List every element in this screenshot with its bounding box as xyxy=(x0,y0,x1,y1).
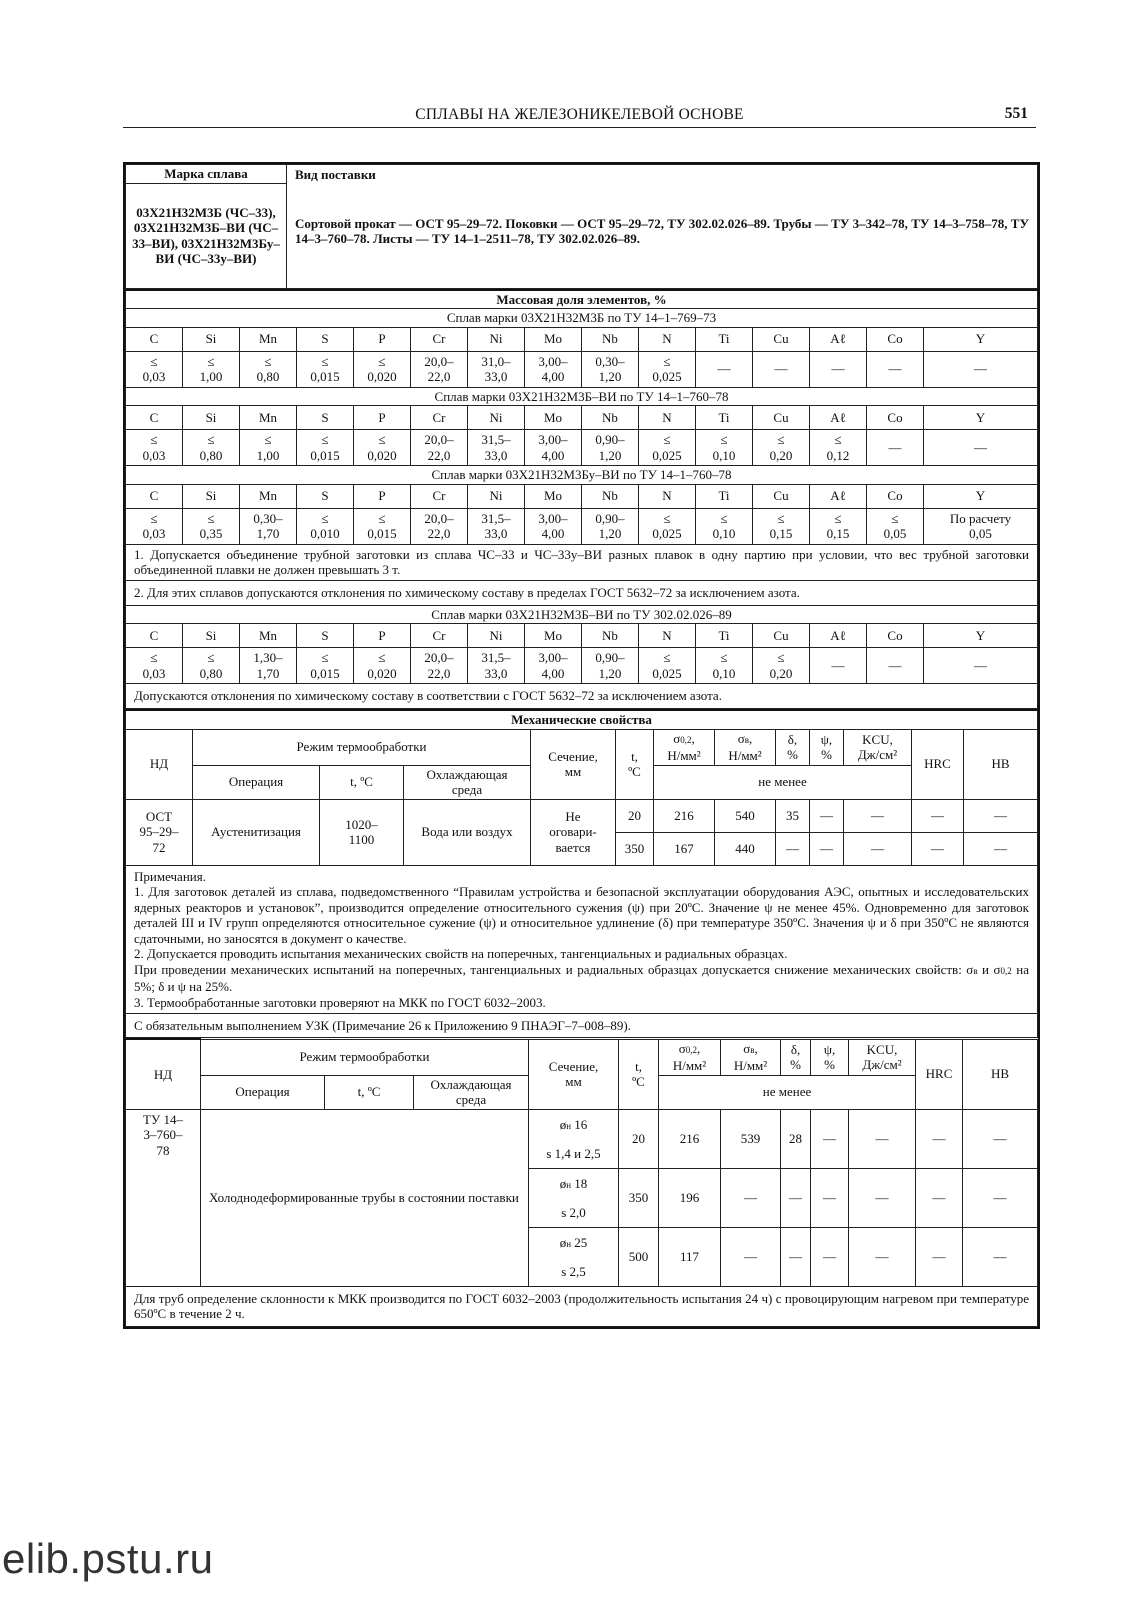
operation-header: Операция xyxy=(201,1075,325,1109)
element-header: Co xyxy=(867,484,924,508)
mech-value: — xyxy=(849,1109,916,1168)
element-header: Nb xyxy=(582,624,639,648)
element-value: ≤ 0,015 xyxy=(297,648,354,684)
grade-col-label: Марка сплава xyxy=(126,165,287,184)
element-value: — xyxy=(753,351,810,387)
element-value: ≤ 0,015 xyxy=(297,351,354,387)
element-header: Co xyxy=(867,624,924,648)
mech-table-1 xyxy=(125,709,1038,1038)
element-value: 0,30– 1,20 xyxy=(582,351,639,387)
s02-header: σ0,2, Н/мм² xyxy=(654,729,715,765)
element-header: Ti xyxy=(696,484,753,508)
operation-cell: Холоднодеформированные трубы в состоянии поставки xyxy=(201,1109,529,1286)
mech-value: 20 xyxy=(616,799,654,832)
element-value: 1,30– 1,70 xyxy=(240,648,297,684)
element-header: Nb xyxy=(582,484,639,508)
element-header: Nb xyxy=(582,406,639,430)
element-value: — xyxy=(696,351,753,387)
element-header: Si xyxy=(183,406,240,430)
element-value: ≤ 0,12 xyxy=(810,430,867,466)
mech-value: — xyxy=(776,832,810,865)
temp-cell: 1020– 1100 xyxy=(320,799,404,865)
element-header: P xyxy=(354,484,411,508)
section-cell: Не оговари- вается xyxy=(531,799,616,865)
element-header: S xyxy=(297,624,354,648)
element-value: ≤ 1,00 xyxy=(240,430,297,466)
element-header: C xyxy=(126,484,183,508)
element-header: Ti xyxy=(696,406,753,430)
alloy-spec-title: Сплав марки 03Х21Н32М3Бу–ВИ по ТУ 14–1–760–78 xyxy=(126,466,1038,485)
mech-value: 500 xyxy=(619,1227,659,1286)
element-value: ≤ 0,80 xyxy=(183,648,240,684)
element-header: Cr xyxy=(411,624,468,648)
element-header: Y xyxy=(924,624,1038,648)
psi-header: ψ, % xyxy=(810,729,844,765)
element-header: Ti xyxy=(696,327,753,351)
mech-value: — xyxy=(811,1168,849,1227)
section-cell: øн 25 s 2,5 xyxy=(529,1227,619,1286)
element-header: Y xyxy=(924,484,1038,508)
element-value: ≤ 0,020 xyxy=(354,351,411,387)
nd-cell: ТУ 14– 3–760– 78 xyxy=(126,1109,201,1286)
mech-value: — xyxy=(811,1109,849,1168)
mech-value: 20 xyxy=(619,1109,659,1168)
mech-value: — xyxy=(912,832,964,865)
mech-value: 28 xyxy=(781,1109,811,1168)
element-value: ≤ 0,20 xyxy=(753,648,810,684)
hrc-header: HRC xyxy=(912,729,964,799)
mech-value: — xyxy=(916,1168,963,1227)
mech-value: — xyxy=(963,1168,1038,1227)
mech-value: — xyxy=(912,799,964,832)
mech-value: 216 xyxy=(659,1109,721,1168)
element-value: ≤ 1,00 xyxy=(183,351,240,387)
mech-value: — xyxy=(964,832,1038,865)
element-value: ≤ 0,025 xyxy=(639,648,696,684)
alloy-spec-title: Сплав марки 03Х21Н32М3Б–ВИ по ТУ 14–1–760–78 xyxy=(126,387,1038,406)
mech-value: — xyxy=(844,832,912,865)
element-header: Cu xyxy=(753,484,810,508)
element-header: Aℓ xyxy=(810,484,867,508)
element-header: S xyxy=(297,484,354,508)
alloy-datasheet xyxy=(123,162,1040,1329)
element-header: Mo xyxy=(525,484,582,508)
element-header: Ni xyxy=(468,327,525,351)
mech-value: 539 xyxy=(721,1109,781,1168)
element-value: ≤ 0,015 xyxy=(297,430,354,466)
element-value: ≤ 0,80 xyxy=(240,351,297,387)
composition-note-2: 2. Для этих сплавов допускаются отклонения по химическому составу в пределах ГОСТ 5632–72 за исключением азота. xyxy=(126,580,1038,605)
element-value: ≤ 0,03 xyxy=(126,508,183,544)
nd-cell: ОСТ 95–29– 72 xyxy=(126,799,193,865)
element-header: Co xyxy=(867,406,924,430)
element-value: 0,90– 1,20 xyxy=(582,430,639,466)
mech-notes: Примечания. 1. Для заготовок деталей из сплава, подведомственного “Правилам устройства и безопасной эксплуатации оборудования АЭС, опытных и исследовательских ядерных реакторов и установок”, производится определение относительного сужения (ψ) при 20ºС. Значение ψ не менее 45%. Одновременно для заготовок деталей III и IV групп определяются относительное сужение (ψ) и относительное удлинение (δ) при температуре 350ºС. Значения ψ и δ при 350ºС не являются сдаточными, но заносятся в документ о качестве. 2. Допускается проводить испытания механических свойств на поперечных, тангенциальных и радиальных образцах. При проведении механических испытаний на поперечных, тангенциальных и радиальных образцах допускается снижение механических свойств: σв и σ0,2 на 5%; δ и ψ на 25%. 3. Термообработанные заготовки проверяют на МКК по ГОСТ 6032–2003. xyxy=(126,865,1038,1014)
hb-header: НВ xyxy=(963,1039,1038,1109)
element-header: Ni xyxy=(468,406,525,430)
element-header: Mn xyxy=(240,406,297,430)
element-value: ≤ 0,025 xyxy=(639,508,696,544)
element-value: — xyxy=(924,351,1038,387)
element-value: ≤ 0,10 xyxy=(696,648,753,684)
element-header: N xyxy=(639,624,696,648)
uzk-note: С обязательным выполнением УЗК (Примечание 26 к Приложению 9 ПНАЭГ–7–008–89). xyxy=(126,1014,1038,1038)
section-cell: øн 16 s 1,4 и 2,5 xyxy=(529,1109,619,1168)
mech-value: — xyxy=(781,1227,811,1286)
mech-value: — xyxy=(844,799,912,832)
running-title: СПЛАВЫ НА ЖЕЛЕЗОНИКЕЛЕВОЙ ОСНОВЕ xyxy=(415,106,744,123)
element-value: ≤ 0,010 xyxy=(297,508,354,544)
nd-header: НД xyxy=(126,1039,201,1109)
element-value: — xyxy=(867,351,924,387)
heat-mode-header: Режим термообработки xyxy=(201,1039,529,1075)
mech-value: — xyxy=(916,1109,963,1168)
cooling-header: Охлаждающая среда xyxy=(404,765,531,799)
section-cell: øн 18 s 2,0 xyxy=(529,1168,619,1227)
element-value: 0,90– 1,20 xyxy=(582,648,639,684)
element-header: Mo xyxy=(525,406,582,430)
final-note: Для труб определение склонности к МКК производится по ГОСТ 6032–2003 (продолжительность испытания 24 ч) с провоцирующим нагревом при температуре 650ºС в течение 2 ч. xyxy=(126,1286,1038,1326)
grade-supply-table xyxy=(125,164,1038,289)
element-header: Mo xyxy=(525,624,582,648)
composition-note-3: Допускаются отклонения по химическому составу в соответствии с ГОСТ 5632–72 за исключением азота. xyxy=(126,684,1038,709)
element-value: ≤ 0,03 xyxy=(126,351,183,387)
element-value: 3,00– 4,00 xyxy=(525,508,582,544)
temp-header: t, ºС xyxy=(619,1039,659,1109)
grade-names: 03Х21Н32М3Б (ЧС–33), 03Х21Н32М3Б–ВИ (ЧС–33–ВИ), 03Х21Н32М3Бу–ВИ (ЧС–33у–ВИ) xyxy=(126,183,287,288)
mech-value: 540 xyxy=(715,799,776,832)
element-value: 20,0– 22,0 xyxy=(411,430,468,466)
t-header: t, ºС xyxy=(325,1075,414,1109)
sv-header: σв, Н/мм² xyxy=(715,729,776,765)
mech-value: — xyxy=(964,799,1038,832)
mech-value: — xyxy=(781,1168,811,1227)
mech-value: — xyxy=(849,1227,916,1286)
element-value: ≤ 0,10 xyxy=(696,430,753,466)
element-header: Aℓ xyxy=(810,406,867,430)
element-header: Mo xyxy=(525,327,582,351)
element-header: P xyxy=(354,327,411,351)
supply-cell xyxy=(287,165,1038,289)
hrc-header: HRC xyxy=(916,1039,963,1109)
element-header: Nb xyxy=(582,327,639,351)
element-value: 31,5– 33,0 xyxy=(468,508,525,544)
element-header: Cu xyxy=(753,624,810,648)
element-value: — xyxy=(867,648,924,684)
kcu-header: KCU, Дж/см² xyxy=(849,1039,916,1075)
element-header: Mn xyxy=(240,484,297,508)
mech-value: 117 xyxy=(659,1227,721,1286)
element-value: ≤ 0,10 xyxy=(696,508,753,544)
supply-col-label: Вид поставки xyxy=(295,167,376,182)
page-number: 551 xyxy=(1004,105,1028,122)
min-header: не менее xyxy=(659,1075,916,1109)
element-value: ≤ 0,020 xyxy=(354,648,411,684)
alloy-spec-title: Сплав марки 03Х21Н32М3Б–ВИ по ТУ 302.02.026–89 xyxy=(126,605,1038,624)
element-value: 20,0– 22,0 xyxy=(411,351,468,387)
running-header xyxy=(123,104,1036,128)
element-header: Cr xyxy=(411,327,468,351)
element-value: ≤ 0,15 xyxy=(810,508,867,544)
operation-header: Операция xyxy=(193,765,320,799)
mech-table-2 xyxy=(125,1038,1038,1327)
element-header: C xyxy=(126,406,183,430)
element-header: Cu xyxy=(753,406,810,430)
element-header: P xyxy=(354,406,411,430)
element-header: Ti xyxy=(696,624,753,648)
mech-value: — xyxy=(810,832,844,865)
mech-value: 350 xyxy=(619,1168,659,1227)
element-header: Cu xyxy=(753,327,810,351)
element-header: C xyxy=(126,327,183,351)
element-value: 3,00– 4,00 xyxy=(525,648,582,684)
section-header: Сечение, мм xyxy=(531,729,616,799)
element-header: S xyxy=(297,327,354,351)
min-header: не менее xyxy=(654,765,912,799)
watermark: elib.pstu.ru xyxy=(2,1535,214,1582)
mech-value: 35 xyxy=(776,799,810,832)
heat-mode-header: Режим термообработки xyxy=(193,729,531,765)
mech-value: 216 xyxy=(654,799,715,832)
cooling-cell: Вода или воздух xyxy=(404,799,531,865)
mech-value: — xyxy=(721,1168,781,1227)
element-value: 31,0– 33,0 xyxy=(468,351,525,387)
element-value: — xyxy=(924,430,1038,466)
element-value: 20,0– 22,0 xyxy=(411,508,468,544)
element-header: N xyxy=(639,327,696,351)
element-header: Cr xyxy=(411,406,468,430)
temp-header: t, ºС xyxy=(616,729,654,799)
delta-header: δ, % xyxy=(781,1039,811,1075)
element-value: ≤ 0,03 xyxy=(126,430,183,466)
section-header: Сечение, мм xyxy=(529,1039,619,1109)
element-header: Si xyxy=(183,484,240,508)
operation-cell: Аустенитизация xyxy=(193,799,320,865)
element-header: Mn xyxy=(240,327,297,351)
mech-value: — xyxy=(811,1227,849,1286)
mech-value: 196 xyxy=(659,1168,721,1227)
nd-header: НД xyxy=(126,729,193,799)
element-value: ≤ 0,80 xyxy=(183,430,240,466)
element-value: — xyxy=(924,648,1038,684)
mech-value: — xyxy=(963,1109,1038,1168)
hb-header: НВ xyxy=(964,729,1038,799)
element-value: ≤ 0,35 xyxy=(183,508,240,544)
element-header: Y xyxy=(924,327,1038,351)
element-value: 20,0– 22,0 xyxy=(411,648,468,684)
element-header: Aℓ xyxy=(810,327,867,351)
element-value: 0,90– 1,20 xyxy=(582,508,639,544)
element-header: P xyxy=(354,624,411,648)
sv-header: σв, Н/мм² xyxy=(721,1039,781,1075)
mech-title: Механические свойства xyxy=(126,710,1038,729)
element-value: ≤ 0,05 xyxy=(867,508,924,544)
element-header: Mn xyxy=(240,624,297,648)
composition-title: Массовая доля элементов, % xyxy=(126,290,1038,309)
element-value: ≤ 0,03 xyxy=(126,648,183,684)
cooling-header: Охлаждающая среда xyxy=(414,1075,529,1109)
element-value: ≤ 0,015 xyxy=(354,508,411,544)
element-value: — xyxy=(810,351,867,387)
element-header: C xyxy=(126,624,183,648)
alloy-spec-title: Сплав марки 03Х21Н32М3Б по ТУ 14–1–769–73 xyxy=(126,309,1038,328)
element-header: Si xyxy=(183,624,240,648)
element-header: Ni xyxy=(468,624,525,648)
element-value: 31,5– 33,0 xyxy=(468,648,525,684)
t-header: t, ºС xyxy=(320,765,404,799)
element-header: Ni xyxy=(468,484,525,508)
element-header: Y xyxy=(924,406,1038,430)
element-value: 0,30– 1,70 xyxy=(240,508,297,544)
mech-value: — xyxy=(963,1227,1038,1286)
element-header: S xyxy=(297,406,354,430)
mech-value: — xyxy=(849,1168,916,1227)
element-header: Aℓ xyxy=(810,624,867,648)
element-header: Si xyxy=(183,327,240,351)
mech-value: 440 xyxy=(715,832,776,865)
element-value: ≤ 0,025 xyxy=(639,430,696,466)
psi-header: ψ, % xyxy=(811,1039,849,1075)
element-value: 31,5– 33,0 xyxy=(468,430,525,466)
element-value: ≤ 0,15 xyxy=(753,508,810,544)
composition-table xyxy=(125,289,1038,710)
element-value: — xyxy=(867,430,924,466)
element-value: ≤ 0,020 xyxy=(354,430,411,466)
element-header: Cr xyxy=(411,484,468,508)
element-value: По расчету 0,05 xyxy=(924,508,1038,544)
supply-text: Сортовой прокат — ОСТ 95–29–72. Поковки — ОСТ 95–29–72, ТУ 302.02.026–89. Трубы — ТУ 3–342–78, ТУ 14–3–758–78, ТУ 14–3–760–78. Листы — ТУ 14–1–2511–78, ТУ 302.02.026–89. xyxy=(295,215,1029,246)
mech-value: — xyxy=(916,1227,963,1286)
composition-note-1: 1. Допускается объединение трубной заготовки из сплава ЧС–33 и ЧС–33у–ВИ разных плавок в одну партию при условии, что вес трубной заготовки объединенной плавки не должен превышать 3 т. xyxy=(126,544,1038,580)
element-value: 3,00– 4,00 xyxy=(525,351,582,387)
element-header: Co xyxy=(867,327,924,351)
element-value: ≤ 0,20 xyxy=(753,430,810,466)
element-header: N xyxy=(639,484,696,508)
element-value: ≤ 0,025 xyxy=(639,351,696,387)
delta-header: δ, % xyxy=(776,729,810,765)
mech-value: — xyxy=(810,799,844,832)
mech-value: 350 xyxy=(616,832,654,865)
kcu-header: KCU, Дж/см² xyxy=(844,729,912,765)
mech-value: — xyxy=(721,1227,781,1286)
s02-header: σ0,2, Н/мм² xyxy=(659,1039,721,1075)
element-header: N xyxy=(639,406,696,430)
mech-value: 167 xyxy=(654,832,715,865)
element-value: — xyxy=(810,648,867,684)
element-value: 3,00– 4,00 xyxy=(525,430,582,466)
